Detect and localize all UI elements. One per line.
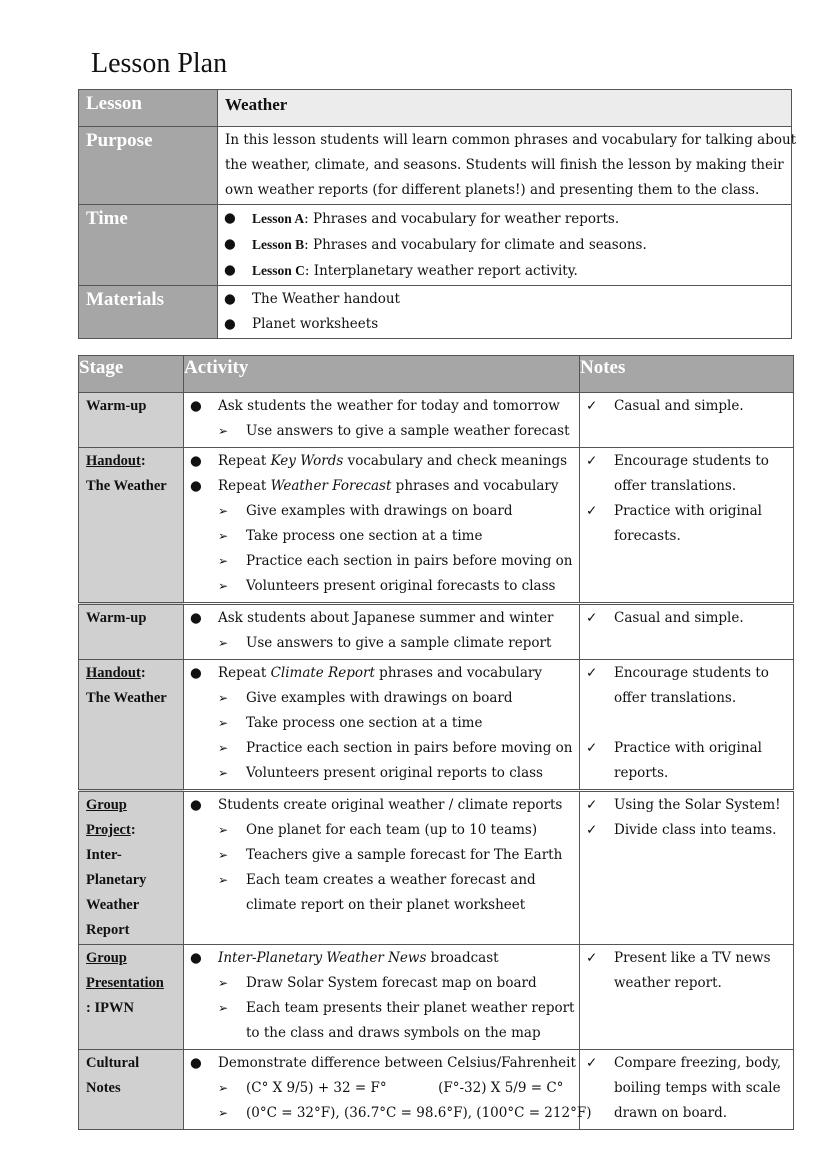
- list-item: ➢ Take process one section at a time: [184, 711, 579, 736]
- list-item: ➢ Each team creates a weather forecast and: [184, 868, 579, 893]
- arrow-icon: ➢: [218, 1001, 229, 1015]
- lesson-label: Lesson: [79, 90, 218, 127]
- activity-cell: [184, 604, 580, 660]
- arrow-icon: ➢: [218, 823, 229, 837]
- list-item: ● Lesson C: Interplanetary weather report activity.: [218, 258, 791, 284]
- stage-header: Stage: [79, 356, 184, 393]
- list-item: ● Ask students the weather for today and tomorrow: [184, 394, 579, 419]
- list-item: ✓ Practice with original: [580, 499, 793, 524]
- list-item: ● Lesson B: Phrases and vocabulary for climate and seasons.: [218, 232, 791, 258]
- table-row: [79, 660, 794, 791]
- check-icon: ✓: [586, 1055, 598, 1071]
- notes-header: Notes: [580, 356, 794, 393]
- activity-cell: [184, 448, 580, 604]
- stage-cell: Warm-up: [79, 604, 184, 660]
- activity-cell: [184, 1050, 592, 1130]
- purpose-line: In this lesson students will learn common phrases and vocabulary for talking about: [225, 132, 797, 148]
- check-icon: ✓: [586, 822, 598, 838]
- list-item: ✓ Compare freezing, body,: [580, 1051, 793, 1076]
- notes-cell: ✓ Compare freezing, body, boiling temps with scale drawn on board.: [580, 1050, 794, 1130]
- stage-cell: Group Project: Inter- Planetary Weather Report: [79, 791, 184, 945]
- arrow-icon: ➢: [218, 691, 229, 705]
- table-row: [79, 791, 794, 945]
- arrow-icon: ➢: [218, 529, 229, 543]
- check-icon: ✓: [586, 665, 598, 681]
- list-item: ➢ Volunteers present original reports to class: [184, 761, 579, 786]
- bullet-icon: ●: [190, 610, 202, 626]
- activity-cell: [184, 660, 580, 791]
- list-item: ➢ Use answers to give a sample weather forecast: [184, 419, 579, 444]
- arrow-icon: ➢: [218, 976, 229, 990]
- activity-cell: [184, 393, 580, 448]
- list-item: ✓ Encourage students to: [580, 661, 793, 686]
- list-item: ➢ Each team presents their planet weather report: [184, 996, 579, 1021]
- page-title: Lesson Plan: [91, 48, 228, 79]
- list-item: ● Repeat Key Words vocabulary and check meanings: [184, 449, 579, 474]
- list-item: ➢ Volunteers present original forecasts to class: [184, 574, 579, 599]
- arrow-icon: ➢: [218, 579, 229, 593]
- list-item: ● Lesson A: Phrases and vocabulary for weather reports.: [218, 206, 791, 232]
- check-icon: ✓: [586, 503, 598, 519]
- notes-cell: ✓ Encourage students to offer translations. ✓ Practice with original forecasts.: [580, 448, 794, 604]
- table-row: [79, 1050, 794, 1130]
- list-item: ➢ One planet for each team (up to 10 teams): [184, 818, 579, 843]
- lesson-info-table: [78, 89, 797, 339]
- list-item: ➢ Give examples with drawings on board: [184, 686, 579, 711]
- arrow-icon: ➢: [218, 1106, 229, 1120]
- lesson-value: [218, 90, 792, 127]
- check-icon: ✓: [586, 398, 598, 414]
- bullet-icon: ●: [224, 236, 236, 252]
- list-item: ✓ Encourage students to: [580, 449, 793, 474]
- bullet-icon: ●: [190, 478, 202, 494]
- list-item: ✓ Divide class into teams.: [580, 818, 793, 843]
- time-list: [218, 205, 792, 286]
- notes-cell: ✓ Present like a TV news weather report.: [580, 945, 794, 1050]
- list-item: ✓ Present like a TV news: [580, 946, 793, 971]
- list-item: ✓ Casual and simple.: [580, 606, 793, 631]
- list-item: ✓ Practice with original: [580, 736, 793, 761]
- notes-cell: [580, 791, 794, 945]
- check-icon: ✓: [586, 950, 598, 966]
- list-item: ● The Weather handout: [218, 287, 791, 312]
- check-icon: ✓: [586, 453, 598, 469]
- purpose-label: Purpose: [79, 127, 218, 205]
- list-item: ➢ Teachers give a sample forecast for The Earth: [184, 843, 579, 868]
- list-item: ● Repeat Climate Report phrases and vocabulary: [184, 661, 579, 686]
- arrow-icon: ➢: [218, 1081, 229, 1095]
- stage-cell: Cultural Notes: [79, 1050, 184, 1130]
- check-icon: ✓: [586, 740, 598, 756]
- arrow-icon: ➢: [218, 504, 229, 518]
- list-item: ● Planet worksheets: [218, 312, 791, 337]
- time-label: Time: [79, 205, 218, 286]
- list-item: ● Inter-Planetary Weather News broadcast: [184, 946, 579, 971]
- list-item: ➢ Practice each section in pairs before moving on: [184, 736, 579, 761]
- materials-label: Materials: [79, 286, 218, 339]
- arrow-icon: ➢: [218, 716, 229, 730]
- stage-cell: Handout: The Weather: [79, 660, 184, 791]
- bullet-icon: ●: [224, 262, 236, 278]
- list-item: ✓ Using the Solar System!: [580, 793, 793, 818]
- arrow-icon: ➢: [218, 848, 229, 862]
- activity-header: Activity: [184, 356, 580, 393]
- list-item: ➢ Draw Solar System forecast map on board: [184, 971, 579, 996]
- table-row: [79, 945, 794, 1050]
- arrow-icon: ➢: [218, 766, 229, 780]
- list-item: ● Ask students about Japanese summer and winter: [184, 606, 579, 631]
- notes-cell: ✓ Encourage students to offer translations. ✓ Practice with original reports.: [580, 660, 794, 791]
- arrow-icon: ➢: [218, 424, 229, 438]
- materials-list: [218, 286, 792, 339]
- bullet-icon: ●: [224, 210, 236, 226]
- arrow-icon: ➢: [218, 741, 229, 755]
- stage-cell: Warm-up: [79, 393, 184, 448]
- notes-cell: [580, 604, 794, 660]
- purpose-line: the weather, climate, and seasons. Students will finish the lesson by making their: [225, 157, 784, 173]
- bullet-icon: ●: [190, 398, 202, 414]
- arrow-icon: ➢: [218, 554, 229, 568]
- list-item: ✓ Casual and simple.: [580, 394, 793, 419]
- bullet-icon: ●: [190, 950, 202, 966]
- purpose-line: own weather reports (for different planets!) and presenting them to the class.: [225, 182, 760, 198]
- bullet-icon: ●: [190, 665, 202, 681]
- stage-cell: Handout: The Weather: [79, 448, 184, 604]
- bullet-icon: ●: [190, 1055, 202, 1071]
- purpose-text: [218, 127, 797, 205]
- bullet-icon: ●: [190, 797, 202, 813]
- bullet-icon: ●: [190, 453, 202, 469]
- activity-cell: ● Students create original weather / climate reports ➢ One planet for each team (up to 10 teams) ➢ Teachers give a sample forecast for The Earth ➢ Each team creates a weather forecast and climate report on their planet worksheet: [184, 791, 580, 945]
- list-item: ➢ (C° X 9/5) + 32 = F° (F°-32) X 5/9 = C°: [184, 1076, 579, 1101]
- notes-cell: [580, 393, 794, 448]
- list-item: ➢ Use answers to give a sample climate report: [184, 631, 579, 656]
- stage-cell: Group Presentation : IPWN: [79, 945, 184, 1050]
- list-item: ➢ (0°C = 32°F), (36.7°C = 98.6°F), (100°C = 212°F): [184, 1101, 579, 1126]
- arrow-icon: ➢: [218, 873, 229, 887]
- lesson-title: Weather: [225, 95, 288, 114]
- list-item: ● Repeat Weather Forecast phrases and vocabulary: [184, 474, 579, 499]
- activity-table: [78, 355, 794, 1130]
- list-item: ➢ Practice each section in pairs before moving on: [184, 549, 579, 574]
- list-item: ➢ Give examples with drawings on board: [184, 499, 579, 524]
- table-row: [79, 604, 794, 660]
- table-row: [79, 393, 794, 448]
- list-item: ● Students create original weather / climate reports: [184, 793, 579, 818]
- bullet-icon: ●: [224, 291, 236, 307]
- activity-cell: ● Inter-Planetary Weather News broadcast ➢ Draw Solar System forecast map on board ➢ Each team presents their planet weather report to the class and draws symbols on the map: [184, 945, 580, 1050]
- table-row: [79, 448, 794, 604]
- arrow-icon: ➢: [218, 636, 229, 650]
- list-item: ● Demonstrate difference between Celsius/Fahrenheit: [184, 1051, 579, 1076]
- check-icon: ✓: [586, 610, 598, 626]
- bullet-icon: ●: [224, 316, 236, 332]
- list-item: ➢ Take process one section at a time: [184, 524, 579, 549]
- check-icon: ✓: [586, 797, 598, 813]
